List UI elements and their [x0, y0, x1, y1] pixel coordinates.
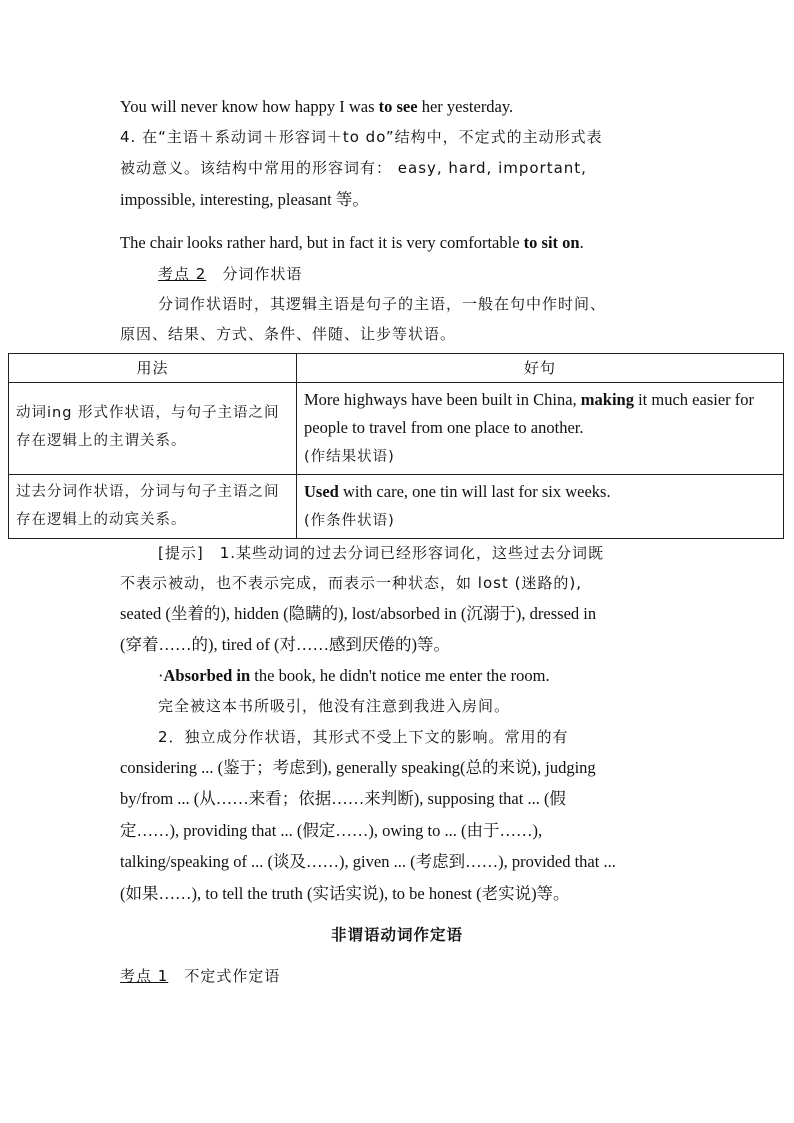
- header-example: 好句: [297, 354, 784, 383]
- kaodian-2-heading: [158, 263, 302, 285]
- tip-example: ·Absorbed in the book, he didn't notice me enter the room.: [158, 666, 550, 685]
- kaodian-label: 考点 1: [120, 967, 169, 985]
- tip-line-2: 不表示被动，也不表示完成，而表示一种状态，如 lost (迷路的),: [120, 574, 583, 592]
- tip-line-4: (穿着……的), tired of (对……感到厌倦的)等。: [120, 635, 450, 654]
- kaodian-label: 考点 2: [158, 265, 207, 283]
- tip-line-3: seated (坐着的), hidden (隐瞒的), lost/absorbed in (沉溺于), dressed in: [120, 604, 597, 623]
- table-row: [9, 383, 784, 475]
- tip-line-7: by/from ... (从……来看；依据……来判断), supposing that ... (假: [120, 789, 566, 808]
- header-usage: 用法: [9, 354, 297, 383]
- tip-line-10: (如果……), to tell the truth (实话实说), to be honest (老实说)等。: [120, 884, 570, 903]
- tip-line-5: 2．独立成分作状语，其形式不受上下文的影响。常用的有: [158, 728, 569, 746]
- example-cell: More highways have been built in China, making it much easier for people to travel from one place to another. (作结果状语): [297, 383, 784, 475]
- table-row: [9, 475, 784, 539]
- table-header-row: [9, 354, 784, 383]
- section-title: 非谓语动词作定语: [330, 926, 463, 944]
- rule-4-line-1: 4. 在“主语＋系动词＋形容词＋to do”结构中，不定式的主动形式表: [120, 128, 603, 146]
- example-note: (作结果状语): [304, 449, 395, 465]
- kaodian-title: 分词作状语: [222, 265, 303, 283]
- tip-line-9: talking/speaking of ... (谈及……), given ... (考虑到……), provided that ...: [120, 852, 616, 871]
- rule-4-line-3: impossible, interesting, pleasant 等。: [120, 190, 369, 209]
- intro-line-2: 原因、结果、方式、条件、伴随、让步等状语。: [120, 325, 457, 343]
- example-note: (作条件状语): [304, 513, 395, 529]
- kaodian-title: 不定式作定语: [184, 967, 281, 985]
- rule-4-line-2: 被动意义。该结构中常用的形容词有： easy, hard, important,: [120, 159, 587, 177]
- tip-example-translation: 完全被这本书所吸引，他没有注意到我进入房间。: [158, 697, 511, 715]
- tip-line-8: 定……), providing that ... (假定……), owing to ... (由于……),: [120, 821, 543, 840]
- intro-line-1: 分词作状语时，其逻辑主语是句子的主语，一般在句中作时间、: [158, 295, 607, 313]
- kaodian-1-heading: [120, 965, 280, 987]
- usage-table: [8, 353, 784, 539]
- usage-cell: 动词ing 形式作状语，与句子主语之间存在逻辑上的主谓关系。: [9, 383, 297, 475]
- sentence-example-2: The chair looks rather hard, but in fact it is very comfortable to sit on.: [120, 233, 584, 252]
- example-cell: Used with care, one tin will last for six weeks. (作条件状语): [297, 475, 784, 539]
- tip-line-1: [提示] 1.某些动词的过去分词已经形容词化，这些过去分词既: [158, 544, 605, 562]
- usage-cell: 过去分词作状语，分词与句子主语之间存在逻辑上的动宾关系。: [9, 475, 297, 539]
- tip-line-6: considering ... (鉴于；考虑到), generally speaking(总的来说), judging: [120, 758, 596, 777]
- sentence-example-1: You will never know how happy I was to see her yesterday.: [120, 97, 514, 116]
